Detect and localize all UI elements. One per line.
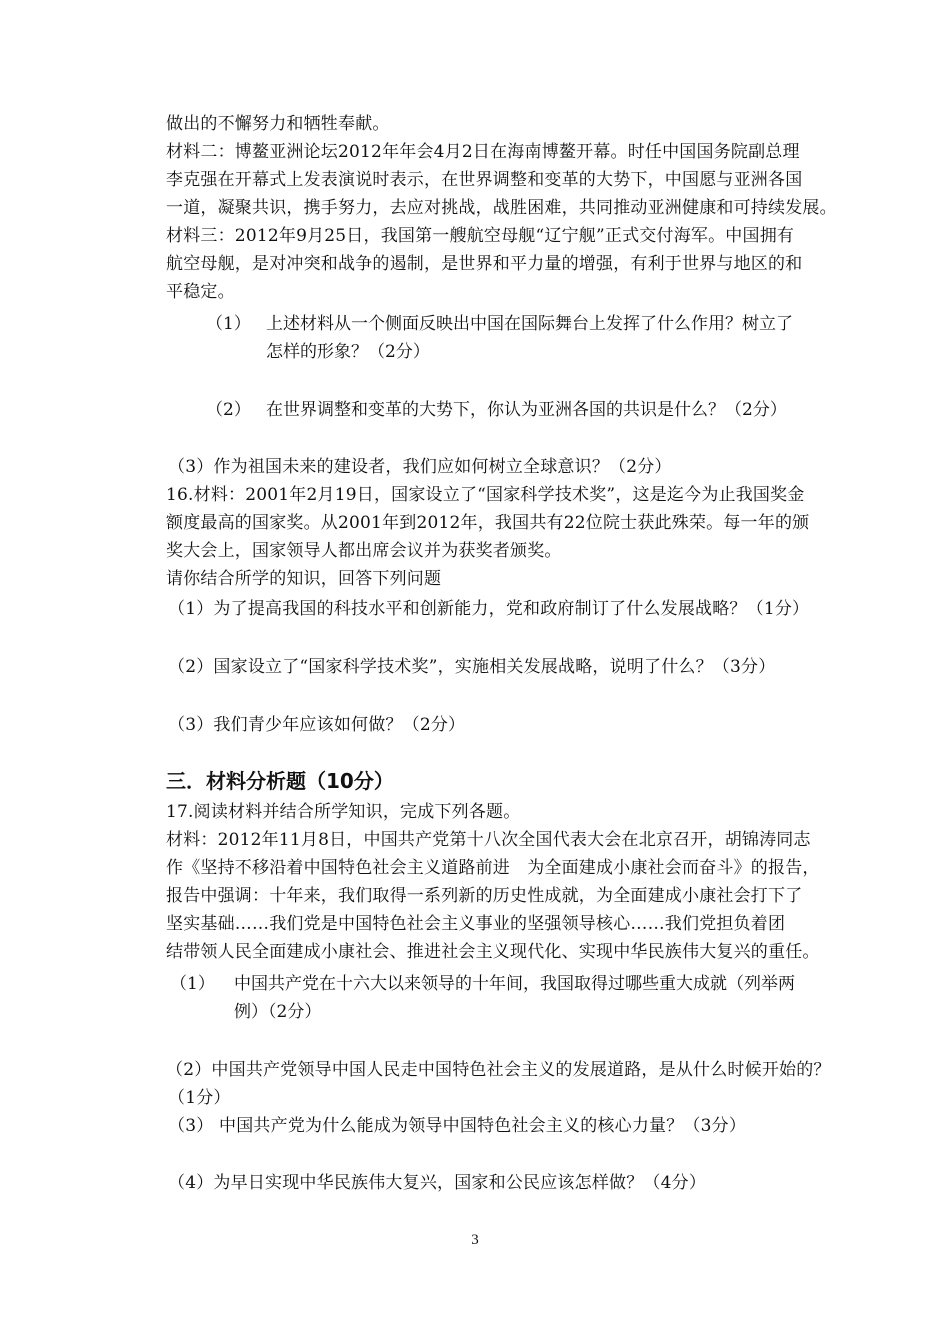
text-line: 材料：2012年11月8日，中国共产党第十八次全国代表大会在北京召开，胡锦涛同志 — [166, 830, 811, 850]
text-line: 奖大会上，国家领导人都出席会议并为获奖者颁奖。 — [166, 541, 562, 561]
question-text: （3） 中国共产党为什么能成为领导中国特色社会主义的核心力量？（3分） — [168, 1116, 747, 1136]
section-heading: 三．材料分析题（10分） — [166, 769, 394, 793]
question-text: 例）（2分） — [234, 1002, 322, 1022]
text-line: 请你结合所学的知识，回答下列问题 — [166, 569, 442, 589]
question-text: （1分） — [168, 1088, 231, 1108]
question-text: （4）为早日实现中华民族伟大复兴，国家和公民应该怎样做？（4分） — [168, 1173, 707, 1193]
text-line: 材料二：博鳌亚洲论坛2012年年会4月2日在海南博鳌开幕。时任中国国务院副总理 — [166, 142, 800, 162]
text-line: 一道，凝聚共识，携手努力，去应对挑战，战胜困难，共同推动亚洲健康和可持续发展。 — [166, 198, 837, 218]
text-line: 17.阅读材料并结合所学知识，完成下列各题。 — [166, 802, 521, 822]
text-line: 平稳定。 — [166, 282, 235, 302]
page-number: 3 — [471, 1232, 479, 1248]
question-text: （2）国家设立了“国家科学技术奖”，实施相关发展战略，说明了什么？（3分） — [168, 657, 776, 677]
text-line: 李克强在开幕式上发表演说时表示，在世界调整和变革的大势下，中国愿与亚洲各国 — [166, 170, 803, 190]
question-text: 怎样的形象？（2分） — [266, 342, 430, 362]
text-line: 材料三：2012年9月25日，我国第一艘航空母舰“辽宁舰”正式交付海军。中国拥有 — [166, 226, 795, 246]
question-number: （2） — [206, 400, 251, 420]
question-text: （2）中国共产党领导中国人民走中国特色社会主义的发展道路，是从什么时候开始的？ — [166, 1060, 831, 1080]
text-line: 作《坚持不移沿着中国特色社会主义道路前进 为全面建成小康社会而奋斗》的报告， — [166, 858, 820, 878]
text-line: 坚实基础……我们党是中国特色社会主义事业的坚强领导核心……我们党担负着团 — [166, 914, 786, 934]
text-line: 报告中强调：十年来，我们取得一系列新的历史性成就，为全面建成小康社会打下了 — [166, 886, 803, 906]
question-text: （1）为了提高我国的科技水平和创新能力，党和政府制订了什么发展战略？（1分） — [168, 599, 810, 619]
question-number: （1） — [206, 314, 251, 334]
question-text: 上述材料从一个侧面反映出中国在国际舞台上发挥了什么作用？树立了 — [266, 314, 793, 334]
text-line: 16.材料：2001年2月19日，国家设立了“国家科学技术奖”，这是迄今为止我国奖金 — [166, 485, 805, 505]
question-number: （1） — [170, 974, 215, 994]
text-line: 航空母舰，是对冲突和战争的遏制，是世界和平力量的增强，有利于世界与地区的和 — [166, 254, 803, 274]
question-text: 中国共产党在十六大以来领导的十年间，我国取得过哪些重大成就（列举两 — [234, 974, 795, 994]
question-text: （3）作为祖国未来的建设者，我们应如何树立全球意识？（2分） — [168, 457, 672, 477]
text-line: 结带领人民全面建成小康社会、推进社会主义现代化、实现中华民族伟大复兴的重任。 — [166, 942, 820, 962]
question-text: （3）我们青少年应该如何做？（2分） — [168, 715, 466, 735]
text-line: 额度最高的国家奖。从2001年到2012年，我国共有22位院士获此殊荣。每一年的颁 — [166, 513, 810, 533]
question-text: 在世界调整和变革的大势下，你认为亚洲各国的共识是什么？（2分） — [266, 400, 787, 420]
text-line: 做出的不懈努力和牺牲奉献。 — [166, 114, 390, 134]
